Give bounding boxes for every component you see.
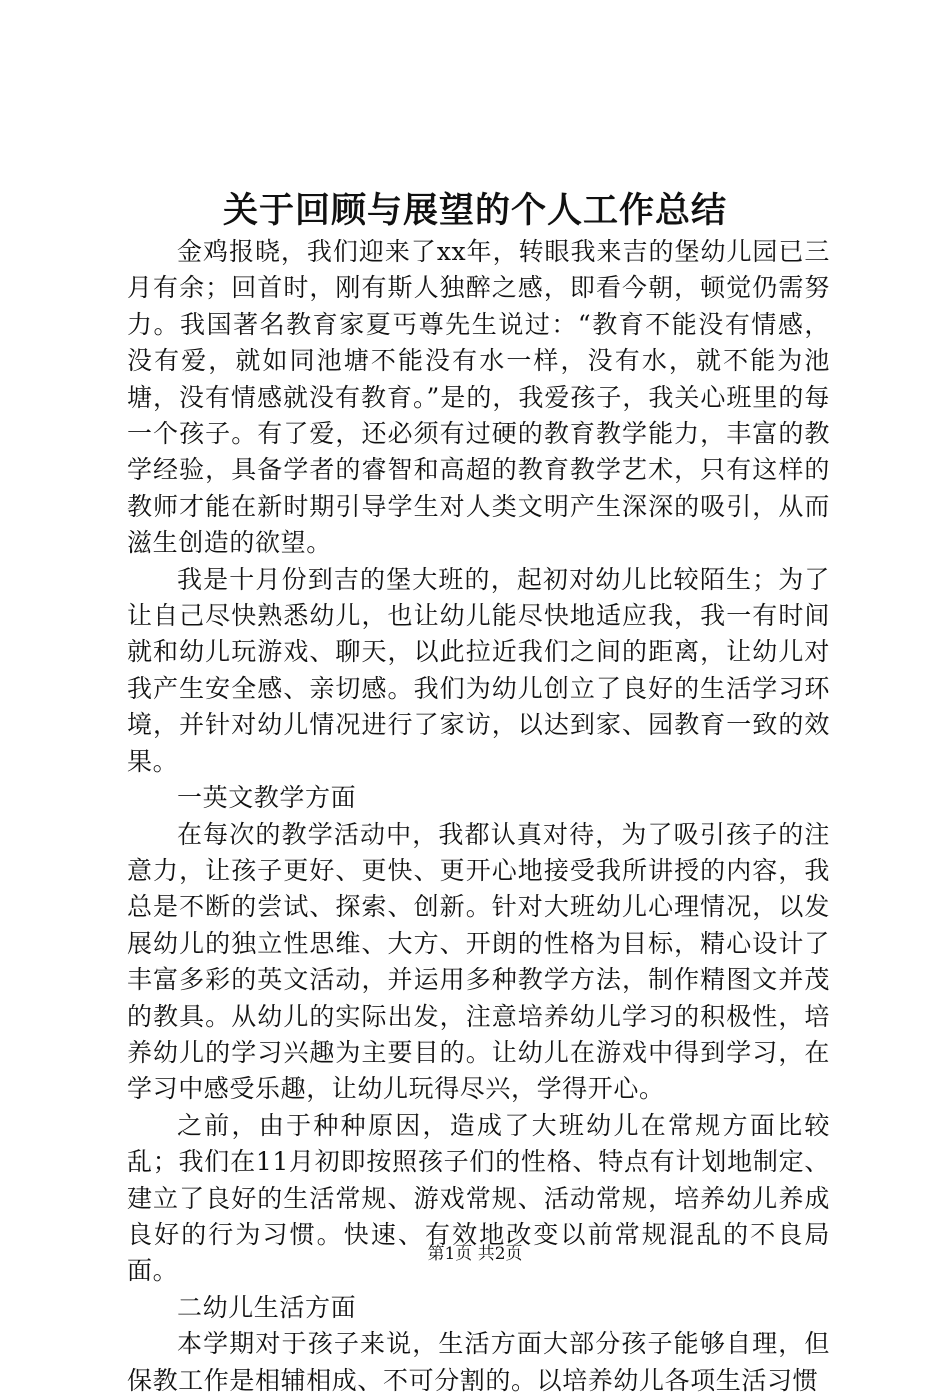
- paragraph-routine: 之前，由于种种原因，造成了大班幼儿在常规方面比较乱；我们在11月初即按照孩子们的性格、特点有计划地制定、建立了良好的生活常规、游戏常规、活动常规，培养幼儿养成良好的行为习惯。快速、有效地改变以前常规混乱的不良局面。: [127, 1110, 830, 1286]
- page-footer: 第1页 共2页: [427, 1244, 523, 1264]
- paragraph-intro: 金鸡报晓，我们迎来了xx年，转眼我来吉的堡幼儿园已三月有余；回首时，刚有斯人独醉之感，即看今朝，顿觉仍需努力。我国著名教育家夏丐尊先生说过：“教育不能没有情感，没有爱，就如同池塘不能没有水一样，没有水，就不能为池塘，没有情感就没有教育。”是的，我爱孩子，我关心班里的每一个孩子。有了爱，还必须有过硬的教育教学能力，丰富的教学经验，具备学者的睿智和高超的教育教学艺术，只有这样的教师才能在新时期引导学生对人类文明产生深深的吸引，从而滋生创造的欲望。: [127, 237, 830, 558]
- document-body: [127, 234, 830, 1399]
- section-heading-daily-life: 二幼儿生活方面: [177, 1292, 357, 1322]
- document-title: 关于回顾与展望的个人工作总结: [222, 190, 727, 231]
- paragraph-english-teaching: 在每次的教学活动中，我都认真对待，为了吸引孩子的注意力，让孩子更好、更快、更开心地接受我所讲授的内容，我总是不断的尝试、探索、创新。针对大班幼儿心理情况，以发展幼儿的独立性思维、大方、开朗的性格为目标，精心设计了丰富多彩的英文活动，并运用多种教学方法，制作精图文并茂的教具。从幼儿的实际出发，注意培养幼儿学习的积极性，培养幼儿的学习兴趣为主要目的。让幼儿在游戏中得到学习，在学习中感受乐趣，让幼儿玩得尽兴，学得开心。: [127, 819, 830, 1104]
- section-heading-english-teaching: 一英文教学方面: [177, 783, 357, 813]
- paragraph-arrival: 我是十月份到吉的堡大班的，起初对幼儿比较陌生；为了让自己尽快熟悉幼儿，也让幼儿能尽快地适应我，我一有时间就和幼儿玩游戏、聊天，以此拉近我们之间的距离，让幼儿对我产生安全感、亲切感。我们为幼儿创立了良好的生活学习环境，并针对幼儿情况进行了家访，以达到家、园教育一致的效果。: [127, 564, 830, 776]
- paragraph-daily-life: 本学期对于孩子来说，生活方面大部分孩子能够自理，但保教工作是相辅相成、不可分割的。以培养幼儿各项生活习惯: [127, 1329, 830, 1395]
